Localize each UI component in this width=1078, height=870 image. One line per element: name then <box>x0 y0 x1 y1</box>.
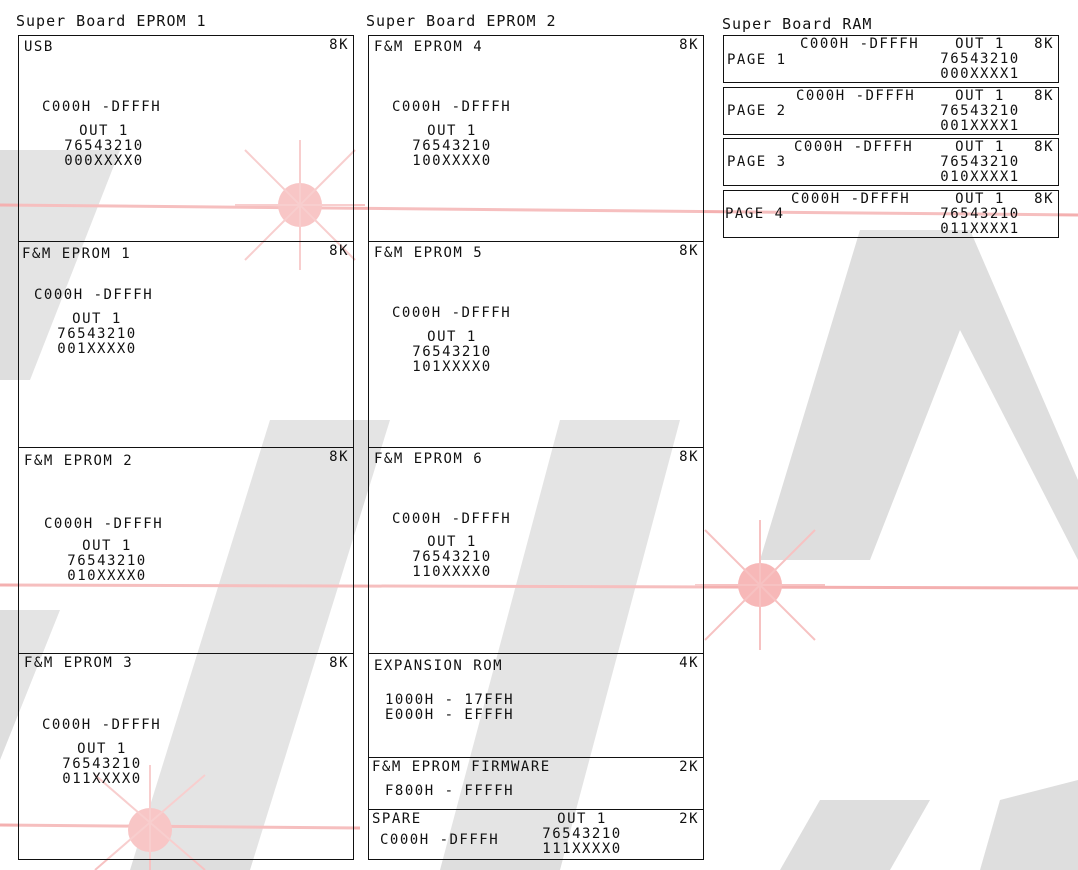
block-size: 8K <box>1034 88 1054 104</box>
out-port: OUT 1 <box>557 811 607 827</box>
block-name: F&M EPROM FIRMWARE <box>372 759 551 775</box>
out-port: OUT 1 <box>82 538 132 554</box>
ram-page-4 <box>723 190 1059 238</box>
block-name: USB <box>24 39 54 55</box>
page-name: PAGE 2 <box>727 103 787 119</box>
bit-pattern: 011XXXX1 <box>940 221 1020 237</box>
select-bits <box>62 539 152 584</box>
select-bits <box>407 330 497 375</box>
page-name: PAGE 1 <box>727 52 787 68</box>
block-name: SPARE <box>372 811 422 827</box>
address-range-2: E000H - EFFFH <box>385 707 515 723</box>
out-port: OUT 1 <box>427 534 477 550</box>
block-size: 8K <box>679 243 699 259</box>
block-size: 4K <box>679 655 699 671</box>
address-range: C000H -DFFFH <box>42 717 162 733</box>
address-range: C000H -DFFFH <box>44 516 164 532</box>
bit-pattern: 110XXXX0 <box>412 564 492 580</box>
address-range: C000H -DFFFH <box>800 36 920 52</box>
ram-page-1 <box>723 35 1059 83</box>
bit-numbers: 76543210 <box>940 206 1020 222</box>
address-range: F800H - FFFFH <box>385 783 515 799</box>
bit-pattern: 000XXXX1 <box>940 66 1020 82</box>
block-size: 8K <box>329 37 349 53</box>
address-range-1: 1000H - 17FFH <box>385 692 515 708</box>
out-port: OUT 1 <box>955 88 1005 104</box>
ram-page-3 <box>723 138 1059 186</box>
bit-pattern: 111XXXX0 <box>542 841 622 857</box>
out-port: OUT 1 <box>955 36 1005 52</box>
block-name: EXPANSION ROM <box>374 658 504 674</box>
memory-block-usb <box>18 35 354 242</box>
ram-page-2 <box>723 87 1059 135</box>
out-port: OUT 1 <box>427 123 477 139</box>
memory-block-fm-eprom-1 <box>18 241 354 448</box>
page-name: PAGE 4 <box>725 206 785 222</box>
block-name: F&M EPROM 6 <box>374 451 484 467</box>
address-range: C000H -DFFFH <box>392 99 512 115</box>
bit-pattern: 101XXXX0 <box>412 359 492 375</box>
select-bits <box>937 37 1023 82</box>
block-size: 8K <box>1034 139 1054 155</box>
out-port: OUT 1 <box>427 329 477 345</box>
block-size: 8K <box>679 37 699 53</box>
block-size: 8K <box>329 243 349 259</box>
address-range: C000H -DFFFH <box>42 99 162 115</box>
block-size: 2K <box>679 759 699 775</box>
bit-numbers: 76543210 <box>412 549 492 565</box>
block-name: F&M EPROM 2 <box>24 453 134 469</box>
select-bits <box>937 140 1023 185</box>
bit-pattern: 001XXXX1 <box>940 118 1020 134</box>
column-title-eprom1: Super Board EPROM 1 <box>16 12 207 30</box>
bit-numbers: 76543210 <box>412 138 492 154</box>
memory-block-fm-eprom-3 <box>18 653 354 860</box>
block-size: 8K <box>679 449 699 465</box>
select-bits <box>536 812 628 857</box>
select-bits <box>59 124 149 169</box>
address-range: C000H -DFFFH <box>794 139 914 155</box>
memory-block-fm-eprom-4 <box>368 35 704 242</box>
select-bits <box>407 124 497 169</box>
select-bits <box>937 192 1023 237</box>
address-range: C000H -DFFFH <box>34 287 154 303</box>
bit-pattern: 000XXXX0 <box>64 153 144 169</box>
memory-block-fm-eprom-firmware <box>368 757 704 810</box>
out-port: OUT 1 <box>955 139 1005 155</box>
block-name: F&M EPROM 3 <box>24 655 134 671</box>
bit-pattern: 010XXXX1 <box>940 169 1020 185</box>
bit-numbers: 76543210 <box>940 51 1020 67</box>
out-port: OUT 1 <box>79 123 129 139</box>
block-size: 8K <box>329 449 349 465</box>
address-range: C000H -DFFFH <box>392 305 512 321</box>
bit-pattern: 010XXXX0 <box>67 568 147 584</box>
select-bits <box>52 312 142 357</box>
select-bits <box>937 89 1023 134</box>
select-bits <box>407 535 497 580</box>
bit-numbers: 76543210 <box>412 344 492 360</box>
select-bits <box>57 742 147 787</box>
column-title-eprom2: Super Board EPROM 2 <box>366 12 557 30</box>
block-name: F&M EPROM 1 <box>22 246 132 262</box>
page-name: PAGE 3 <box>727 154 787 170</box>
out-port: OUT 1 <box>955 191 1005 207</box>
bit-numbers: 76543210 <box>62 756 142 772</box>
bit-numbers: 76543210 <box>940 154 1020 170</box>
address-range: C000H -DFFFH <box>791 191 911 207</box>
bit-numbers: 76543210 <box>67 553 147 569</box>
bit-pattern: 100XXXX0 <box>412 153 492 169</box>
memory-block-fm-eprom-6 <box>368 447 704 654</box>
memory-block-expansion-rom <box>368 653 704 758</box>
memory-block-fm-eprom-2 <box>18 447 354 654</box>
bit-pattern: 001XXXX0 <box>57 341 137 357</box>
address-range: C000H -DFFFH <box>796 88 916 104</box>
bit-pattern: 011XXXX0 <box>62 771 142 787</box>
bit-numbers: 76543210 <box>542 826 622 842</box>
memory-block-fm-eprom-5 <box>368 241 704 448</box>
block-size: 8K <box>329 655 349 671</box>
out-port: OUT 1 <box>77 741 127 757</box>
out-port: OUT 1 <box>72 311 122 327</box>
bit-numbers: 76543210 <box>940 103 1020 119</box>
bit-numbers: 76543210 <box>64 138 144 154</box>
block-size: 8K <box>1034 191 1054 207</box>
bit-numbers: 76543210 <box>57 326 137 342</box>
block-size: 2K <box>679 811 699 827</box>
column-title-ram: Super Board RAM <box>722 15 873 33</box>
memory-block-spare <box>368 809 704 860</box>
block-name: F&M EPROM 5 <box>374 245 484 261</box>
address-range: C000H -DFFFH <box>380 832 500 848</box>
block-size: 8K <box>1034 36 1054 52</box>
address-range: C000H -DFFFH <box>392 511 512 527</box>
block-name: F&M EPROM 4 <box>374 39 484 55</box>
